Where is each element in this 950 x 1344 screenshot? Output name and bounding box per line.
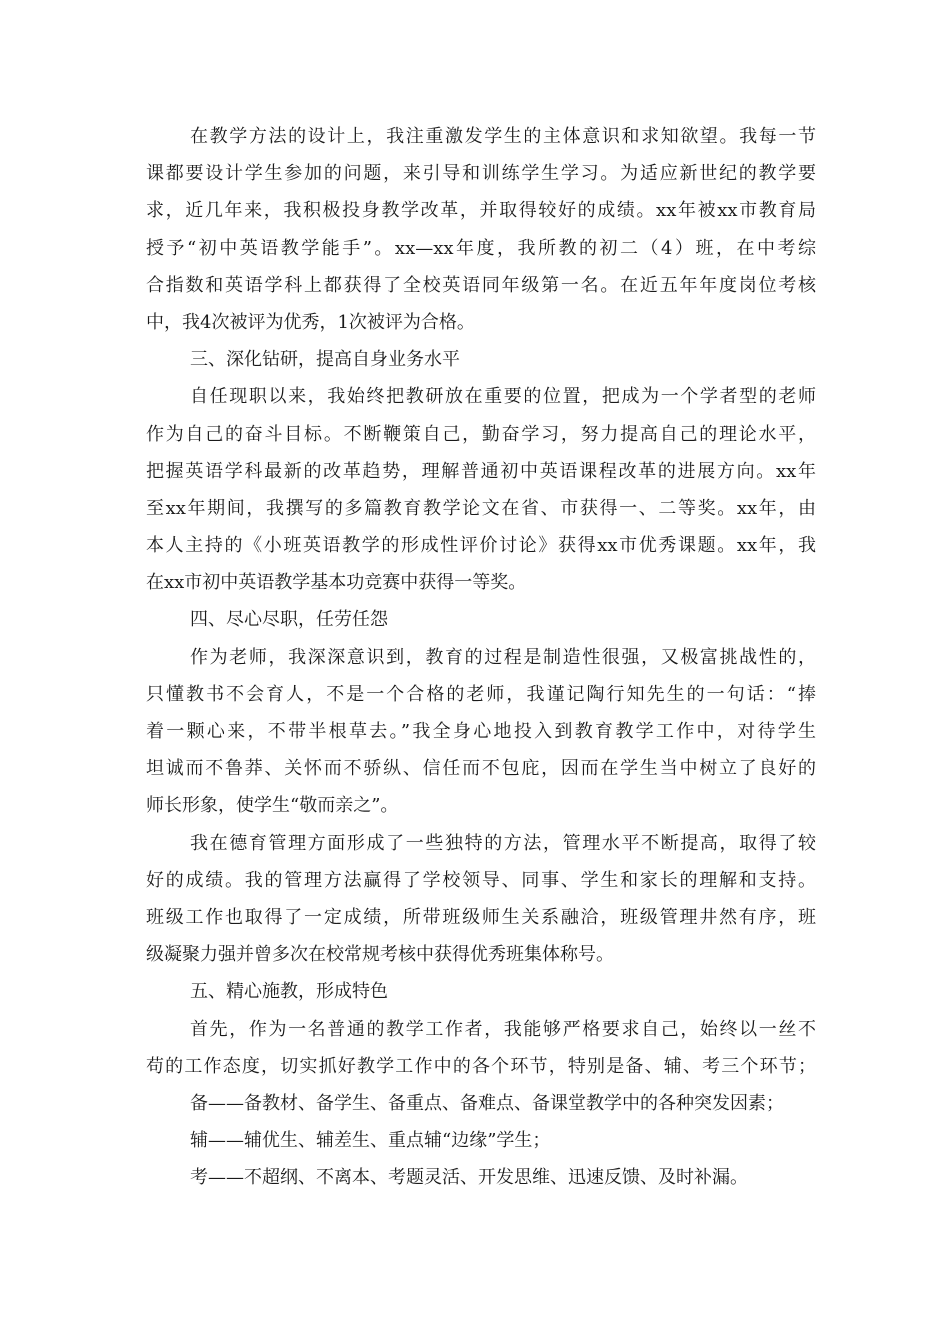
document-body	[146, 118, 816, 1196]
text-line: 至xx年期间，我撰写的多篇教育教学论文在省、市获得一、二等奖。xx年，由	[146, 497, 816, 519]
text-line: 自任现职以来，我始终把教研放在重要的位置，把成为一个学者型的老师	[190, 386, 816, 408]
text-line: 中，我4次被评为优秀，1次被评为合格。	[146, 311, 475, 333]
text-line: 本人主持的《小班英语教学的形成性评价讨论》获得xx市优秀课题。xx年，我	[146, 535, 816, 557]
text-line: 四、尽心尽职，任劳任怨	[190, 609, 388, 631]
text-line: 在xx市初中英语教学基本功竞赛中获得一等奖。	[146, 572, 527, 594]
text-line: 班级工作也取得了一定成绩，所带班级师生关系融洽，班级管理井然有序，班	[146, 906, 816, 928]
text-line: 苟的工作态度，切实抓好教学工作中的各个环节，特别是备、辅、考三个环节；	[146, 1055, 816, 1077]
text-line: 作为自己的奋斗目标。不断鞭策自己，勤奋学习，努力提高自己的理论水平，	[146, 423, 816, 445]
text-line: 着一颗心来，不带半根草去。”我全身心地投入到教育教学工作中，对待学生	[146, 721, 816, 742]
text-line: 考——不超纲、不离本、考题灵活、开发思维、迅速反馈、及时补漏。	[190, 1167, 748, 1189]
text-line: 辅——辅优生、辅差生、重点辅“边缘”学生；	[190, 1130, 551, 1152]
text-line: 师长形象，使学生“敬而亲之”。	[146, 795, 399, 817]
text-line: 五、精心施教，形成特色	[190, 981, 388, 1003]
text-line: 级凝聚力强并曾多次在校常规考核中获得优秀班集体称号。	[146, 944, 614, 966]
text-line: 只懂教书不会育人，不是一个合格的老师，我谨记陶行知先生的一句话：“捧	[146, 683, 816, 705]
text-line: 授予“初中英语教学能手”。xx—xx年度，我所教的初二（4）班，在中考综	[146, 237, 816, 259]
text-line: 坦诚而不鲁莽、关怀而不骄纵、信任而不包庇，因而在学生当中树立了良好的	[146, 758, 816, 780]
text-line: 合指数和英语学科上都获得了全校英语同年级第一名。在近五年年度岗位考核	[146, 274, 816, 296]
text-line: 三、深化钻研，提高自身业务水平	[190, 349, 460, 371]
text-line: 把握英语学科最新的改革趋势，理解普通初中英语课程改革的进展方向。xx年	[146, 460, 816, 482]
text-line: 课都要设计学生参加的问题，来引导和训练学生学习。为适应新世纪的教学要	[146, 163, 816, 185]
text-line: 首先，作为一名普通的教学工作者，我能够严格要求自己，始终以一丝不	[190, 1018, 816, 1040]
text-line: 在教学方法的设计上，我注重激发学生的主体意识和求知欲望。我每一节	[190, 126, 816, 147]
text-line: 我在德育管理方面形成了一些独特的方法，管理水平不断提高，取得了较	[190, 832, 816, 854]
text-line: 求，近几年来，我积极投身教学改革，并取得较好的成绩。xx年被xx市教育局	[146, 200, 816, 222]
text-line: 好的成绩。我的管理方法赢得了学校领导、同事、学生和家长的理解和支持。	[146, 869, 816, 891]
text-line: 备——备教材、备学生、备重点、备难点、备课堂教学中的各种突发因素；	[190, 1092, 784, 1114]
text-line: 作为老师，我深深意识到，教育的过程是制造性很强，又极富挑战性的，	[190, 646, 816, 668]
